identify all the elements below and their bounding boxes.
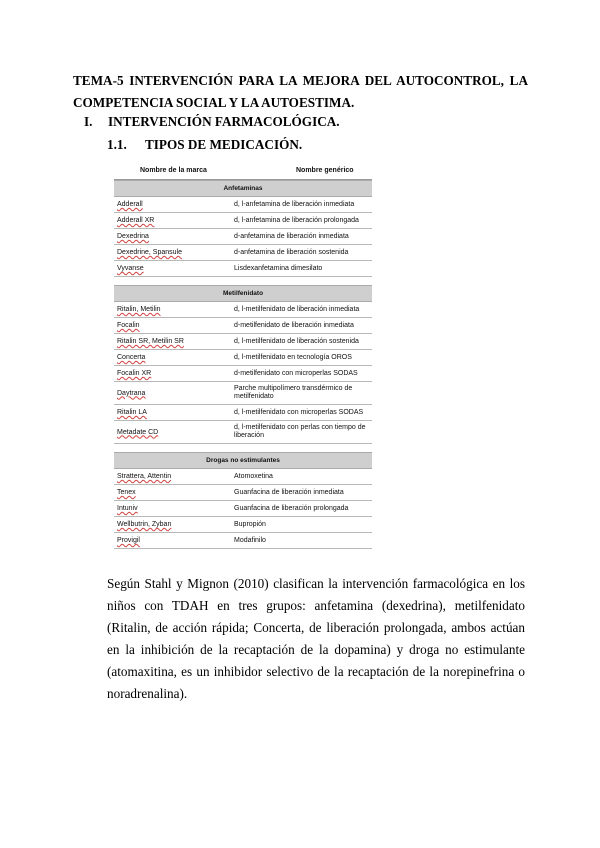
section-title: INTERVENCIÓN FARMACOLÓGICA. <box>108 114 340 129</box>
section-heading-1 <box>84 114 340 130</box>
table-row <box>114 261 372 277</box>
table-row <box>114 501 372 517</box>
table-row <box>114 334 372 350</box>
brand-name-cell: Vyvanse <box>117 265 144 272</box>
table-header <box>114 162 372 180</box>
brand-name-cell: Dexedrine, Spansule <box>117 249 182 256</box>
brand-name-cell: Focalin XR <box>117 370 152 377</box>
table-row <box>114 302 372 318</box>
generic-name-cell: Parche multipolímero transdérmico de metilfenidato <box>234 385 353 400</box>
generic-name-cell: Atomoxetina <box>234 472 273 480</box>
generic-name-cell: d-metilfenidato con microperlas SODAS <box>234 369 358 377</box>
brand-name-cell: Metadate CD <box>117 428 159 436</box>
section-heading-1-1 <box>107 137 302 153</box>
brand-name-cell: Adderall XR <box>117 217 155 224</box>
generic-name-cell: Bupropión <box>234 520 266 528</box>
brand-name-cell: Intuniv <box>117 505 138 512</box>
section-number: I. <box>84 114 93 129</box>
brand-name-cell: Daytrana <box>117 389 146 397</box>
table-row <box>114 366 372 382</box>
brand-name-cell: Tenex <box>117 489 136 496</box>
brand-name-cell: Strattera, Attentin <box>117 473 172 480</box>
generic-name-cell: Lisdexanfetamina dimesilato <box>234 264 323 272</box>
group-spacer <box>114 277 372 285</box>
table-row <box>114 245 372 261</box>
brand-name-cell: Adderall <box>117 201 143 208</box>
group-header: Drogas no estimulantes <box>114 452 372 469</box>
generic-name-cell: Guanfacina de liberación inmediata <box>234 488 344 496</box>
table-row <box>114 485 372 501</box>
subsection-title: TIPOS DE MEDICACIÓN. <box>145 137 303 152</box>
generic-name-cell: d-metilfenidato de liberación inmediata <box>234 321 354 329</box>
generic-name-cell: d-anfetamina de liberación sostenida <box>234 248 349 256</box>
table-row <box>114 533 372 549</box>
generic-name-cell: d, l-metilfenidato con perlas con tiempo de liberación <box>234 424 366 439</box>
table-row <box>114 382 372 405</box>
brand-name-cell: Ritalin LA <box>117 409 147 416</box>
generic-name-cell: d, l-metilfenidato de liberación inmediata <box>234 305 360 313</box>
generic-name-cell: d, l-metilfenidato con microperlas SODAS <box>234 408 364 416</box>
generic-name-cell: Modafinilo <box>234 536 266 544</box>
table-row <box>114 318 372 334</box>
generic-name-cell: d-anfetamina de liberación inmediata <box>234 232 349 240</box>
table-row <box>114 213 372 229</box>
generic-name-cell: d, l-metilfenidato de liberación sostenida <box>234 337 359 345</box>
table-row <box>114 197 372 213</box>
page-title: TEMA-5 INTERVENCIÓN PARA LA MEJORA DEL AUTOCONTROL, LA COMPETENCIA SOCIAL Y LA AUTOESTIMA. <box>73 73 528 110</box>
brand-name-cell: Ritalin SR, Metilin SR <box>117 338 184 345</box>
group-spacer <box>114 444 372 452</box>
table-row <box>114 421 372 444</box>
table-row <box>114 517 372 533</box>
brand-name-cell: Dexedrina <box>117 233 149 240</box>
brand-name-cell: Wellbutrin, Zyban <box>117 521 172 528</box>
brand-name-cell: Concerta <box>117 354 146 361</box>
table-row <box>114 405 372 421</box>
brand-name-cell: Ritalin, Metilin <box>117 306 161 313</box>
brand-name-cell: Focalin <box>117 322 140 329</box>
column-header-generic: Nombre genérico <box>296 167 354 174</box>
table-row <box>114 469 372 485</box>
table-row <box>114 229 372 245</box>
column-header-brand: Nombre de la marca <box>140 167 207 174</box>
medication-table <box>114 162 372 549</box>
group-header: Anfetaminas <box>114 180 372 197</box>
group-header: Metilfenidato <box>114 285 372 302</box>
generic-name-cell: d, l-metilfenidato en tecnología OROS <box>234 353 352 361</box>
table-row <box>114 350 372 366</box>
body-paragraph: Según Stahl y Mignon (2010) clasifican la intervención farmacológica en los niños con TDAH en tres grupos: anfetamina (dexedrina), metilfenidato (Ritalin, de acción rápida; Concerta, de liberación prolongada, ambos actúan en la inhibición de la recaptación de la dopamina) y droga no estimulante (atomaxitina, es un inhibidor selectivo de la recaptación de la norepinefrina o noradrenalina). <box>107 576 525 701</box>
subsection-number: 1.1. <box>107 137 127 152</box>
brand-name-cell: Provigil <box>117 537 140 544</box>
generic-name-cell: d, l-anfetamina de liberación prolongada <box>234 216 359 224</box>
generic-name-cell: Guanfacina de liberación prolongada <box>234 504 349 512</box>
generic-name-cell: d, l-anfetamina de liberación inmediata <box>234 200 355 208</box>
table-body <box>114 180 372 549</box>
